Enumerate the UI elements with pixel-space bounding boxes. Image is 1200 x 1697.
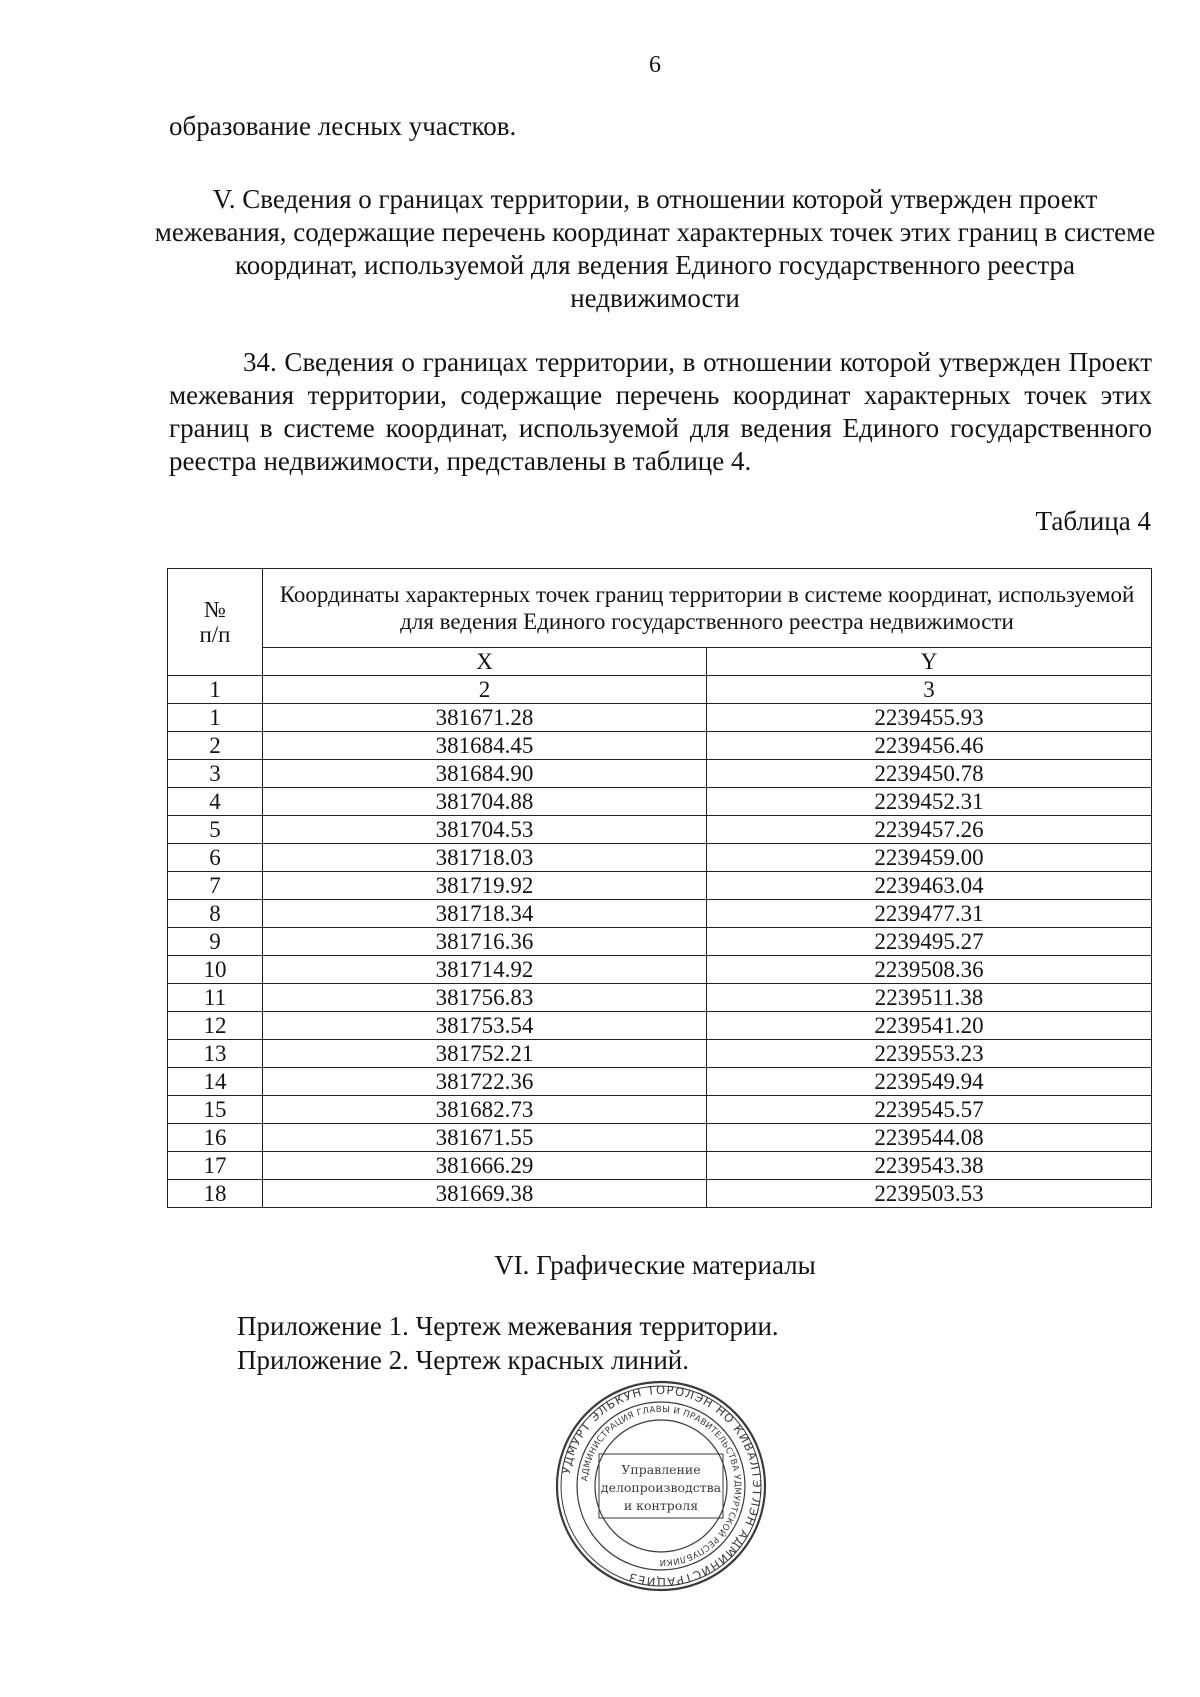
table-row	[168, 1124, 1152, 1152]
y-coordinate-cell: 2239541.20	[707, 1012, 1152, 1040]
table-row	[168, 788, 1152, 816]
table-row	[168, 732, 1152, 760]
table-row	[168, 872, 1152, 900]
x-coordinate-cell: 381684.90	[263, 760, 707, 788]
x-coordinate-cell: 381722.36	[263, 1068, 707, 1096]
x-coordinate-cell: 381719.92	[263, 872, 707, 900]
table-row	[168, 816, 1152, 844]
table-row	[168, 984, 1152, 1012]
index-cell: 2	[263, 676, 707, 704]
x-coordinate-cell: 381704.53	[263, 816, 707, 844]
table-row	[168, 1040, 1152, 1068]
y-coordinate-cell: 2239511.38	[707, 984, 1152, 1012]
point-number-cell: 14	[168, 1068, 263, 1096]
table-row	[168, 1180, 1152, 1208]
x-coordinate-cell: 381684.45	[263, 732, 707, 760]
page-number: 6	[649, 52, 661, 78]
x-coordinate-cell: 381718.03	[263, 844, 707, 872]
seal-center-line-2: делопроизводства	[600, 1480, 722, 1495]
table-row	[168, 760, 1152, 788]
y-coordinate-cell: 2239549.94	[707, 1068, 1152, 1096]
y-coordinate-cell: 2239456.46	[707, 732, 1152, 760]
y-coordinate-cell: 2239459.00	[707, 844, 1152, 872]
y-coordinate-cell: 2239477.31	[707, 900, 1152, 928]
y-coordinate-cell: 2239543.38	[707, 1152, 1152, 1180]
x-coordinate-cell: 381704.88	[263, 788, 707, 816]
header-coordinates-text: Координаты характерных точек границ территории в системе координат, используемой для ведения Единого государственного реестра недвижимости	[279, 582, 1135, 634]
table-row	[168, 844, 1152, 872]
point-number-cell: 2	[168, 732, 263, 760]
seal-outer-text: УДМУРТ ЭЛЬКУН ТОРОЛЭН НО КИВАЛТЭТЛЭН АДМИНИСТРАЦИЕЗ	[558, 1382, 765, 1590]
y-coordinate-cell: 2239545.57	[707, 1096, 1152, 1124]
point-number-cell: 9	[168, 928, 263, 956]
x-coordinate-cell: 381756.83	[263, 984, 707, 1012]
table-row	[168, 1012, 1152, 1040]
y-coordinate-cell: 2239544.08	[707, 1124, 1152, 1152]
point-number-cell: 5	[168, 816, 263, 844]
header-coordinates	[263, 569, 1152, 648]
y-coordinate-cell: 2239457.26	[707, 816, 1152, 844]
table-body	[168, 676, 1152, 1208]
y-coordinate-cell: 2239450.78	[707, 760, 1152, 788]
header-x: X	[263, 648, 707, 676]
y-coordinate-cell: 2239495.27	[707, 928, 1152, 956]
x-coordinate-cell: 381752.21	[263, 1040, 707, 1068]
x-coordinate-cell: 381716.36	[263, 928, 707, 956]
x-coordinate-cell: 381682.73	[263, 1096, 707, 1124]
section-5-heading: V. Сведения о границах территории, в отношении которой утвержден проект межевания, содержащие перечень координат характерных точек этих границ в системе координат, используемой для ведения Единого государственного реестра недвижимости	[154, 184, 1156, 313]
x-coordinate-cell: 381666.29	[263, 1152, 707, 1180]
point-number-cell: 6	[168, 844, 263, 872]
point-number-cell: 16	[168, 1124, 263, 1152]
seal-center-line-1: Управление	[621, 1462, 701, 1477]
y-coordinate-cell: 2239553.23	[707, 1040, 1152, 1068]
official-seal-stamp	[553, 1378, 769, 1594]
y-coordinate-cell: 2239508.36	[707, 956, 1152, 984]
point-number-cell: 1	[168, 704, 263, 732]
table-row	[168, 928, 1152, 956]
x-coordinate-cell: 381669.38	[263, 1180, 707, 1208]
point-number-cell: 7	[168, 872, 263, 900]
point-number-cell: 12	[168, 1012, 263, 1040]
y-coordinate-cell: 2239452.31	[707, 788, 1152, 816]
appendix-2: Приложение 2. Чертеж красных линий.	[237, 1345, 689, 1375]
point-number-cell: 17	[168, 1152, 263, 1180]
index-cell: 3	[707, 676, 1152, 704]
appendix-1: Приложение 1. Чертеж межевания территории.	[237, 1311, 779, 1341]
x-coordinate-cell: 381671.55	[263, 1124, 707, 1152]
table-row	[168, 704, 1152, 732]
point-number-cell: 18	[168, 1180, 263, 1208]
x-coordinate-cell: 381753.54	[263, 1012, 707, 1040]
table-row	[168, 956, 1152, 984]
point-number-cell: 13	[168, 1040, 263, 1068]
y-coordinate-cell: 2239455.93	[707, 704, 1152, 732]
x-coordinate-cell: 381714.92	[263, 956, 707, 984]
header-y: Y	[707, 648, 1152, 676]
point-number-cell: 3	[168, 760, 263, 788]
point-number-cell: 11	[168, 984, 263, 1012]
section-6-heading: VI. Графические материалы	[494, 1250, 816, 1280]
point-number-cell: 8	[168, 900, 263, 928]
table-row	[168, 1068, 1152, 1096]
x-coordinate-cell: 381718.34	[263, 900, 707, 928]
seal-middle-text: АДМИНИСТРАЦИЯ ГЛАВЫ И ПРАВИТЕЛЬСТВА УДМУРТСКОЙ РЕСПУБЛИКИ	[580, 1404, 743, 1568]
y-coordinate-cell: 2239503.53	[707, 1180, 1152, 1208]
paragraph-34: 34. Сведения о границах территории, в отношении которой утвержден Проект межевания территории, содержащие перечень координат характерных точек этих границ в системе координат, используемой для ведения Единого государственного реестра недвижимости, представлены в таблице 4.	[169, 347, 1152, 476]
x-coordinate-cell: 381671.28	[263, 704, 707, 732]
header-number	[168, 569, 263, 676]
table-row	[168, 1096, 1152, 1124]
coordinates-table	[167, 568, 1152, 1208]
point-number-cell: 10	[168, 956, 263, 984]
y-coordinate-cell: 2239463.04	[707, 872, 1152, 900]
point-number-cell: 4	[168, 788, 263, 816]
index-row	[168, 676, 1152, 704]
header-number-text: № п/п	[199, 597, 231, 647]
continuation-text: образование лесных участков.	[169, 111, 517, 141]
table-caption: Таблица 4	[1035, 506, 1151, 536]
table-row	[168, 900, 1152, 928]
index-cell: 1	[168, 676, 263, 704]
point-number-cell: 15	[168, 1096, 263, 1124]
seal-center-line-3: и контроля	[623, 1498, 699, 1513]
table-row	[168, 1152, 1152, 1180]
